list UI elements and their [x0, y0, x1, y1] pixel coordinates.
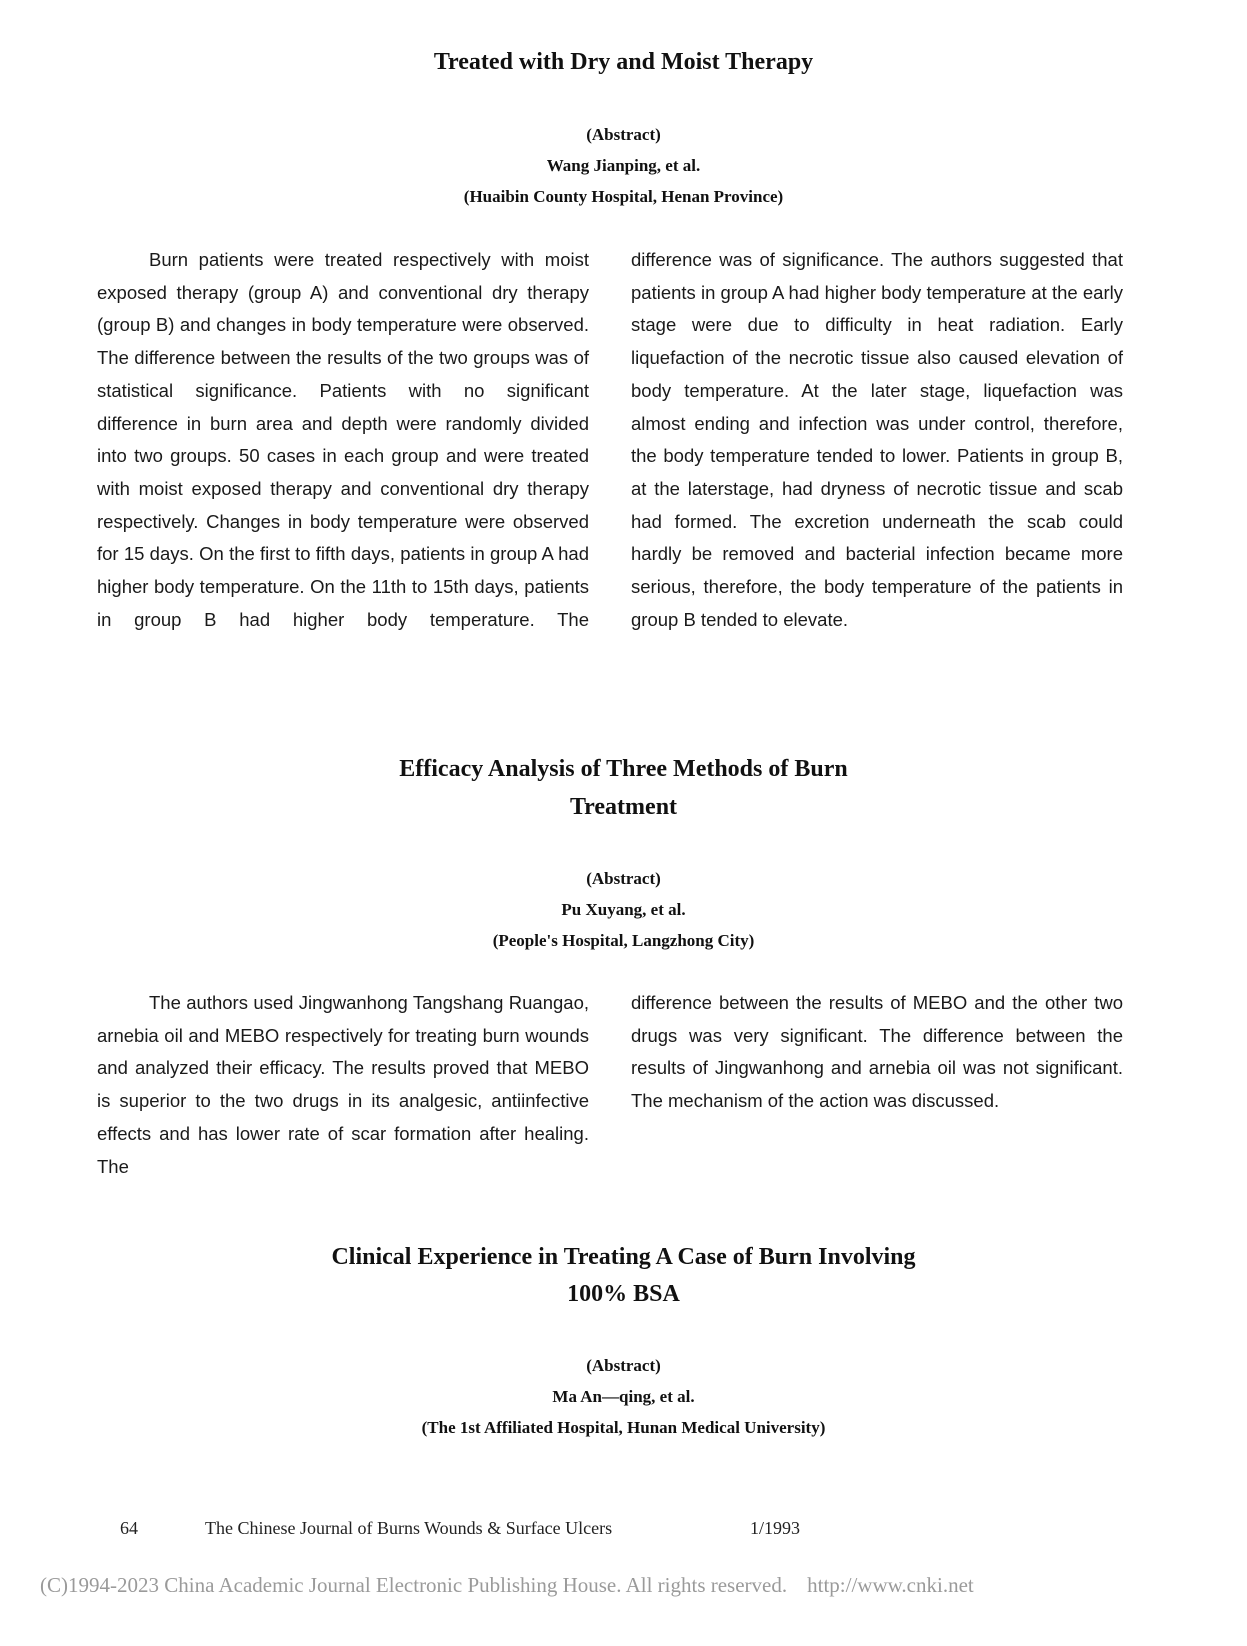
article-1-column-right: difference was of significance. The authors suggested that patients in group A had higher body temperature at the early stage were due to difficulty in heat radiation. Early liquefaction of the necrotic tissue also caused elevation of body temperature. At the later stage, liquefaction was almost ending and infection was under control, therefore, the body temperature tended to lower. Patients in group B, at the laterstage, had dryness of necrotic tissue and scab had formed. The excretion underneath the scab could hardly be removed and bacterial infection became more serious, therefore, the body temperature of the patients in group B tended to elevate. — [631, 249, 1123, 630]
article-2-author: Pu Xuyang, et al. — [561, 900, 686, 919]
article-3-title-line-2: 100% BSA — [567, 1281, 680, 1307]
article-2-column-right: difference between the results of MEBO and the other two drugs was very significant. The difference between the results of Jingwanhong and arnebia oil was not significant. The mechanism of the action was discussed. — [631, 992, 1123, 1112]
article-1-affiliation: (Huaibin County Hospital, Henan Province) — [463, 187, 784, 206]
article-1-meta — [0, 119, 1247, 212]
article-2-abstract-label: (Abstract) — [586, 869, 661, 888]
article-2-title-line-2: Treatment — [569, 794, 678, 820]
copyright-url[interactable]: http://www.cnki.net — [807, 1573, 974, 1597]
page-number: 64 — [120, 1518, 138, 1538]
article-3-title-line-1: Clinical Experience in Treating A Case of Burn Involving — [331, 1244, 916, 1270]
article-1-title: Treated with Dry and Moist Therapy — [433, 49, 814, 75]
article-2-title-line-1: Efficacy Analysis of Three Methods of Burn — [399, 756, 848, 782]
article-3-meta — [0, 1350, 1247, 1443]
article-1-author: Wang Jianping, et al. — [546, 156, 701, 175]
article-3-abstract-label: (Abstract) — [586, 1356, 661, 1375]
article-1-column-left: Burn patients were treated respectively with moist exposed therapy (group A) and conventional dry therapy (group B) and changes in body temperature were observed. The difference between the results of the two groups was of statistical significance. Patients with no significant difference in burn area and depth were randomly divided into two groups. 50 cases in each group and were treated with moist exposed therapy and conventional dry therapy respectively. Changes in body temperature were observed for 15 days. On the first to fifth days, patients in group A had higher body temperature. On the 11th to 15th days, patients in group B had higher body temperature. The — [97, 249, 589, 630]
article-3-author: Ma An—qing, et al. — [552, 1387, 695, 1406]
article-1-abstract-label: (Abstract) — [586, 125, 661, 144]
article-2-meta — [0, 863, 1247, 956]
copyright-line — [40, 1573, 974, 1598]
copyright-text: (C)1994-2023 China Academic Journal Electronic Publishing House. All rights reserved. — [40, 1573, 788, 1597]
article-3-affiliation: (The 1st Affiliated Hospital, Hunan Medical University) — [421, 1418, 826, 1437]
journal-name: The Chinese Journal of Burns Wounds & Surface Ulcers — [205, 1518, 613, 1538]
article-2-column-left: The authors used Jingwanhong Tangshang Ruangao, arnebia oil and MEBO respectively for treating burn wounds and analyzed their efficacy. The results proved that MEBO is superior to the two drugs in its analgesic, antiinfective effects and has lower rate of scar formation after healing. The — [97, 992, 589, 1177]
article-2-affiliation: (People's Hospital, Langzhong City) — [492, 931, 755, 950]
journal-issue: 1/1993 — [750, 1518, 801, 1538]
